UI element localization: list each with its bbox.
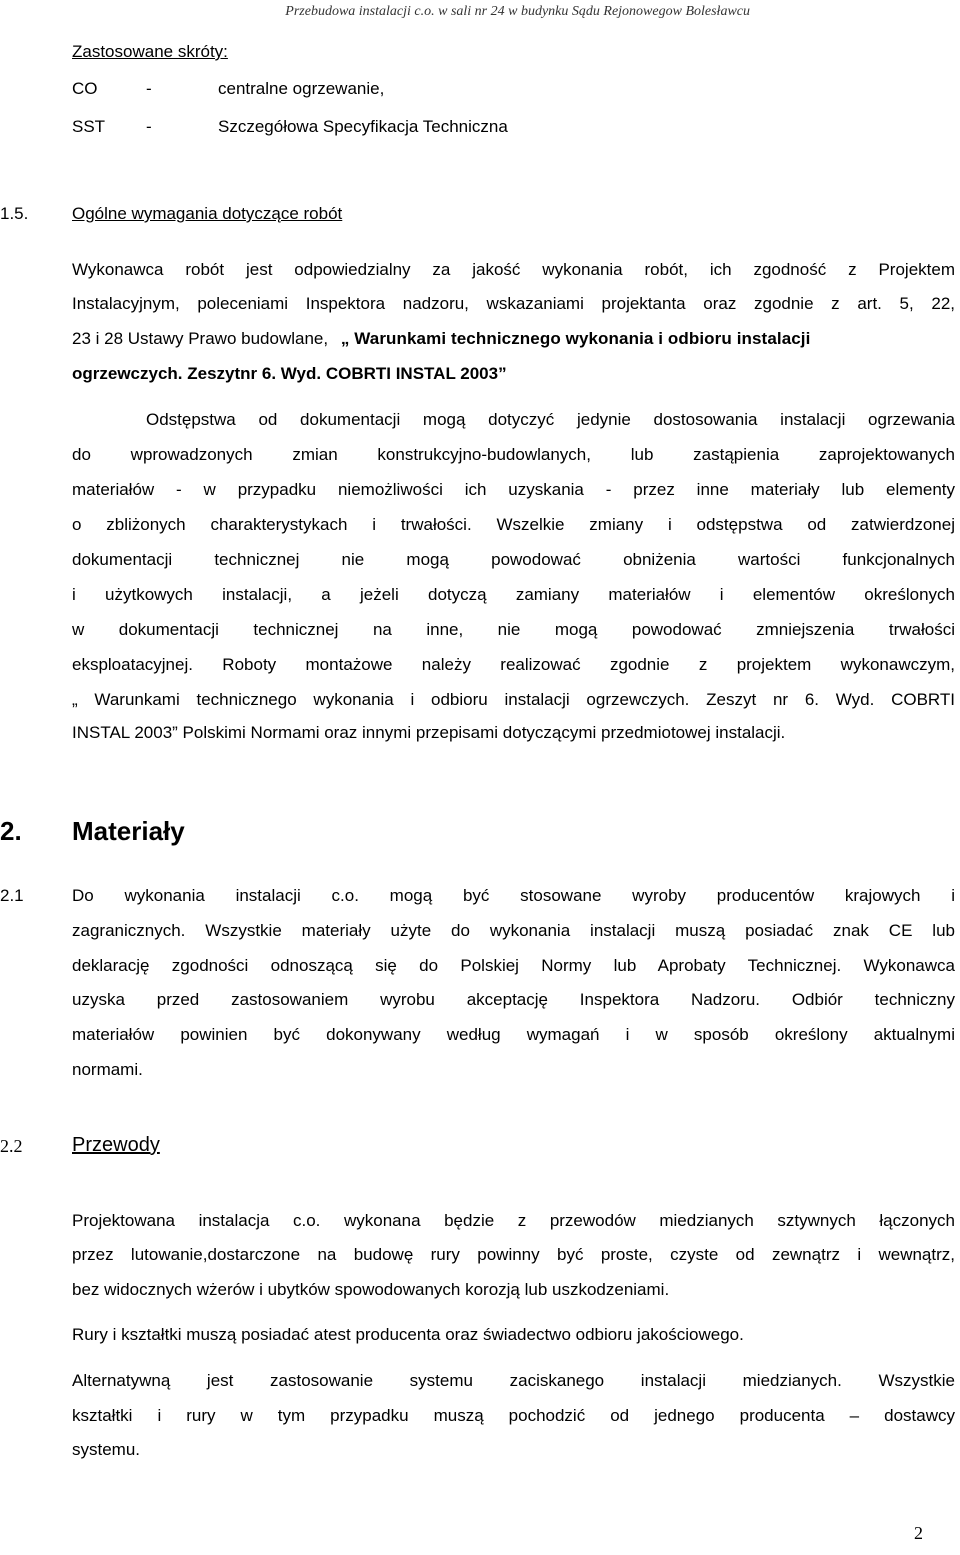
s15-p2-line-8: eksploatacyjnej. Roboty montażowe należy realizować zgodnie z projektem wykonawczym, — [72, 655, 955, 674]
page-number: 2 — [914, 1523, 923, 1543]
abbr-sst-dash: - — [146, 117, 152, 136]
section-2-number: 2. — [0, 816, 22, 846]
s15-p2-line-1: Odstępstwa od dokumentacji mogą dotyczyć jedynie dostosowania instalacji ogrzewania — [146, 410, 955, 429]
s21-line-6: normami. — [72, 1060, 143, 1079]
s15-line-4-bold: ogrzewczych. Zeszytnr 6. Wyd. — [72, 364, 322, 383]
abbr-co: CO — [72, 79, 98, 98]
s15-line-3-bold: „ Warunkami technicznego wykonania i odbioru instalacji — [340, 329, 811, 348]
s22-p3-line-3: systemu. — [72, 1440, 141, 1459]
s15-line-2: Instalacyjnym, poleceniami Inspektora nadzoru, wskazaniami projektanta oraz zgodnie z art. 5, 22, — [72, 294, 955, 313]
s15-line-3-text: 23 i 28 Ustawy Prawo budowlane, — [72, 329, 329, 348]
s15-p2-line-10: INSTAL 2003” Polskimi Normami oraz innymi przepisami dotyczącymi przedmiotowej instalacji. — [72, 723, 786, 742]
s22-p1-line-1: Projektowana instalacja c.o. wykonana będzie z przewodów miedzianych sztywnych łączonych — [72, 1211, 955, 1230]
s22-p1-line-3: bez widocznych wżerów i ubytków spowodowanych korozją lub uszkodzeniami. — [72, 1280, 670, 1299]
s15-p2-line-3: materiałów - w przypadku niemożliwości ich uzyskania - przez inne materiały lub elementy — [72, 480, 955, 499]
section-2-2-title: Przewody — [72, 1134, 160, 1156]
running-header: Przebudowa instalacji c.o. w sali nr 24 w budynku Sądu Rejonowegow Bolesławcu — [285, 4, 750, 19]
section-1-5-number: 1.5. — [0, 204, 29, 223]
s15-line-4 — [72, 364, 507, 384]
section-2-2-number: 2.2 — [0, 1136, 23, 1156]
s15-line-1: Wykonawca robót jest odpowiedzialny za jakość wykonania robót, ich zgodność z Projektem — [72, 260, 955, 279]
s22-p3-line-2: kształtki i rury w tym przypadku muszą pochodzić od jednego producenta – dostawcy — [72, 1406, 955, 1425]
s15-p2-line-5: dokumentacji technicznej nie mogą powodować obniżenia wartości funkcjonalnych — [72, 550, 955, 569]
abbr-sst: SST — [72, 117, 106, 136]
s21-line-1: Do wykonania instalacji c.o. mogą być stosowane wyroby producentów krajowych i — [72, 886, 955, 905]
s15-line-4-cobrti: COBRTI INSTAL 2003” — [325, 364, 507, 383]
s15-p2-line-4: o zbliżonych charakterystykach i trwałości. Wszelkie zmiany i odstępstwa od zatwierdzonej — [72, 515, 955, 534]
s15-line-3 — [72, 329, 955, 349]
s22-p1-line-2: przez lutowanie,dostarczone na budowę rury powinny być proste, czyste od zewnątrz i wewnątrz, — [72, 1245, 955, 1264]
section-2-1-number: 2.1 — [0, 886, 24, 905]
abbr-co-desc: centralne ogrzewanie, — [218, 79, 385, 98]
section-2-title: Materiały — [72, 816, 185, 846]
section-1-5-title: Ogólne wymagania dotyczące robót — [72, 204, 343, 223]
s21-line-3: deklarację zgodności odnoszącą się do Polskiej Normy lub Aprobaty Technicznej. Wykonawca — [72, 956, 955, 975]
abbreviations-title: Zastosowane skróty: — [72, 42, 228, 61]
s22-p2: Rury i kształtki muszą posiadać atest producenta oraz świadectwo odbioru jakościowego. — [72, 1325, 744, 1344]
s21-line-2: zagranicznych. Wszystkie materiały użyte do wykonania instalacji muszą posiadać znak CE lub — [72, 921, 955, 940]
abbr-co-dash: - — [146, 79, 152, 98]
s15-p2-line-6: i użytkowych instalacji, a jeżeli dotyczą zamiany materiałów i elementów określonych — [72, 585, 955, 604]
s21-line-5: materiałów powinien być dokonywany według wymagań i w sposób określony aktualnymi — [72, 1025, 955, 1044]
s21-line-4: uzyska przed zastosowaniem wyrobu akceptację Inspektora Nadzoru. Odbiór techniczny — [72, 990, 955, 1009]
abbr-sst-desc: Szczegółowa Specyfikacja Techniczna — [218, 117, 508, 136]
s15-p2-line-9: „ Warunkami technicznego wykonania i odbioru instalacji ogrzewczych. Zeszyt nr 6. Wyd. COBRTI — [72, 690, 955, 709]
s15-p2-line-2: do wprowadzonych zmian konstrukcyjno-budowlanych, lub zastąpienia zaprojektowanych — [72, 445, 955, 464]
s15-p2-line-7: w dokumentacji technicznej na inne, nie mogą powodować zmniejszenia trwałości — [72, 620, 955, 639]
s22-p3-line-1: Alternatywną jest zastosowanie systemu zaciskanego instalacji miedzianych. Wszystkie — [72, 1371, 955, 1390]
